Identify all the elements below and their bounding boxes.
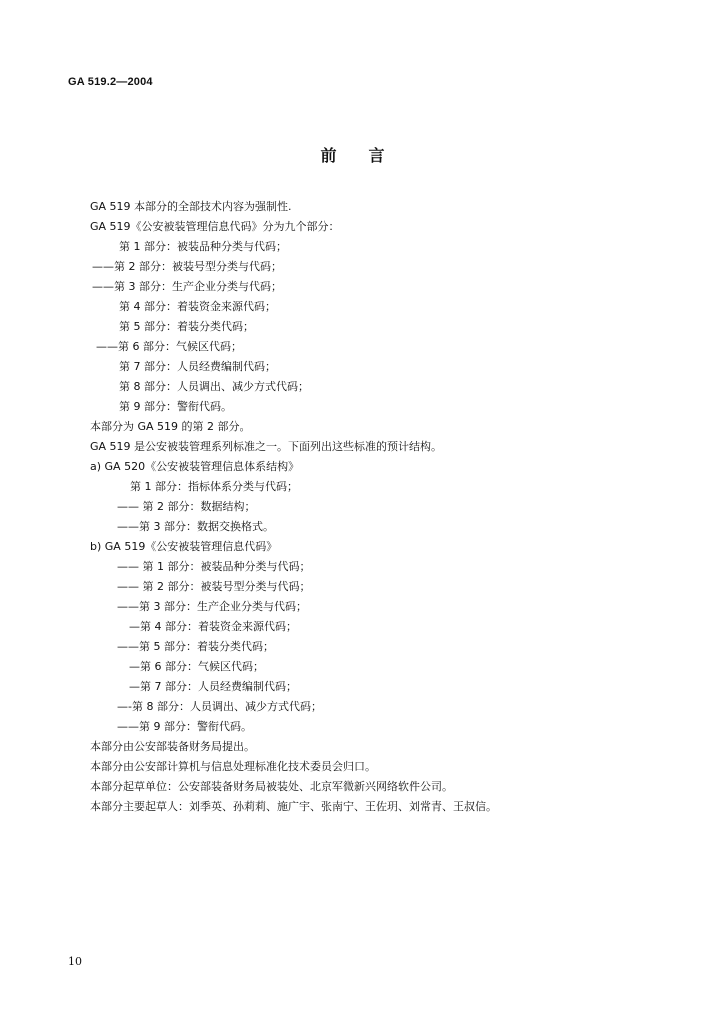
text-line: 第 5 部分：着装分类代码； [119, 320, 254, 333]
text-line: —— 第 2 部分：数据结构； [117, 500, 256, 513]
text-line: b) GA 519《公安被装管理信息代码》 [90, 540, 278, 553]
text-line: —第 4 部分：着装资金来源代码； [129, 620, 297, 633]
text-line: —— 第 2 部分：被装号型分类与代码； [117, 580, 311, 593]
text-line: 第 8 部分：人员调出、减少方式代码； [119, 380, 309, 393]
text-line: 本部分由公安部装备财务局提出。 [90, 740, 255, 753]
text-line: 本部分起草单位：公安部装备财务局被装处、北京军微新兴网络软件公司。 [90, 780, 453, 793]
page-title: 前言 [320, 146, 417, 165]
text-line: 本部分由公安部计算机与信息处理标准化技术委员会归口。 [90, 760, 376, 773]
text-line: ——第 6 部分：气候区代码； [96, 340, 242, 353]
text-line: GA 519 是公安被装管理系列标准之一。下面列出这些标准的预计结构。 [90, 440, 443, 453]
text-line: ——第 3 部分：生产企业分类与代码； [92, 280, 282, 293]
text-line: GA 519 本部分的全部技术内容为强制性. [90, 200, 292, 213]
standard-number: GA 519.2—2004 [68, 76, 153, 88]
text-line: ——第 9 部分：警衔代码。 [117, 720, 252, 733]
text-line: ——第 3 部分：生产企业分类与代码； [117, 600, 307, 613]
text-line: 第 1 部分：指标体系分类与代码； [130, 480, 298, 493]
text-line: —第 7 部分：人员经费编制代码； [129, 680, 297, 693]
text-line: —-第 8 部分：人员调出、减少方式代码； [117, 700, 322, 713]
text-line: ——第 5 部分：着装分类代码； [117, 640, 274, 653]
text-line: GA 519《公安被装管理信息代码》分为九个部分： [90, 220, 340, 233]
text-line: —— 第 1 部分：被装品种分类与代码； [117, 560, 311, 573]
text-line: 第 9 部分：警衔代码。 [119, 400, 232, 413]
text-line: a) GA 520《公安被装管理信息体系结构》 [90, 460, 300, 473]
text-line: ——第 3 部分：数据交换格式。 [117, 520, 274, 533]
text-line: 本部分主要起草人：刘季英、孙莉莉、施广宇、张南宁、王佐玥、刘常青、王叔信。 [90, 800, 497, 813]
text-line: ——第 2 部分：被装号型分类与代码； [92, 260, 282, 273]
text-line: 第 4 部分：着装资金来源代码； [119, 300, 276, 313]
text-line: 第 1 部分：被装品种分类与代码； [119, 240, 287, 253]
text-line: 本部分为 GA 519 的第 2 部分。 [90, 420, 251, 433]
text-line: 第 7 部分：人员经费编制代码； [119, 360, 276, 373]
text-line: —第 6 部分：气候区代码； [129, 660, 264, 673]
page-number: 10 [68, 955, 82, 968]
